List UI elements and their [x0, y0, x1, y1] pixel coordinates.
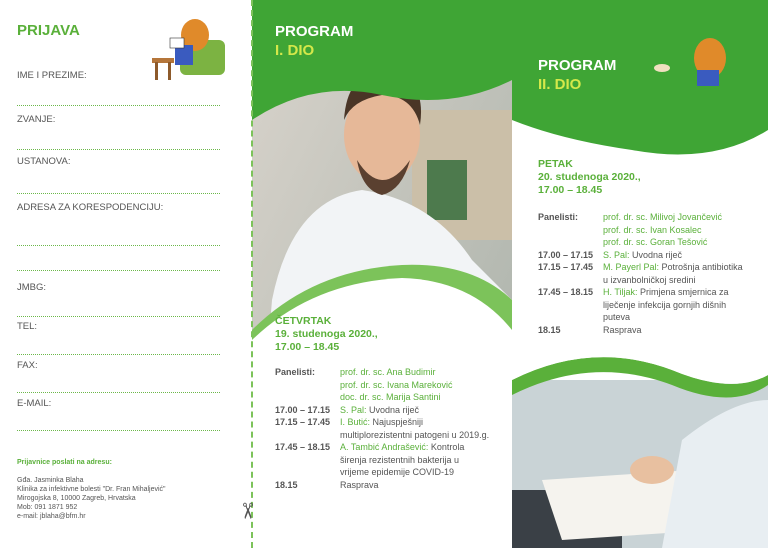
form-field-label: E-MAIL:: [17, 398, 52, 409]
panelist-row: [275, 379, 490, 392]
item-time: 17.15 – 17.45: [275, 417, 331, 427]
form-field-label: JMBG:: [17, 282, 47, 293]
panelists-label: [538, 236, 603, 249]
session-date: [538, 158, 641, 197]
form-field-label: FAX:: [17, 360, 38, 371]
panelists-label: Panelisti:: [275, 367, 316, 377]
panelist-row: [538, 236, 743, 249]
program-title: [275, 22, 353, 60]
panelist-row: [275, 366, 490, 379]
form-field-label: ZVANJE:: [17, 114, 56, 125]
item-speaker: S. Pal:: [603, 249, 630, 260]
panelists-label: [275, 391, 340, 404]
schedule-item: [538, 261, 743, 286]
date: 20. studenoga 2020.,: [538, 171, 641, 183]
program-subtitle: I. DIO: [275, 42, 315, 59]
panelist-name: prof. dr. sc. Ivan Kosalec: [603, 224, 702, 235]
item-time: 17.00 – 17.15: [275, 404, 331, 415]
form-field-label: ADRESA ZA KORESPODENCIJU:: [17, 202, 164, 213]
item-time: 18.15: [275, 479, 298, 490]
address-line: Gđa. Jasminka Blaha: [17, 477, 84, 484]
panelist-name: prof. dr. sc. Ivana Mareković: [340, 379, 453, 390]
registration-title: PRIJAVA: [17, 22, 80, 39]
item-speaker: M. Payerl Pal:: [603, 262, 660, 272]
panelists-label: [538, 224, 603, 237]
address-line: Mob: 091 1871 952: [17, 504, 78, 511]
item-topic: Primjena smjernica za liječenje infekcija gornjih dišnih puteva: [603, 287, 729, 322]
schedule: [275, 366, 490, 491]
program-title-text: PROGRAM: [275, 23, 354, 40]
panelist-row: [538, 224, 743, 237]
item-topic: Najuspješniji multiplorezistentni patogeni u 2019.g.: [340, 417, 490, 440]
item-topic: Kontrola širenja rezistentnih bakterija u vrijeme epidemije COVID-19: [340, 442, 465, 477]
item-time: 17.45 – 18.15: [538, 287, 594, 297]
address-block: [17, 458, 166, 521]
item-topic: Uvodna riječ: [632, 249, 683, 260]
address-line: e-mail: jblaha@bfm.hr: [17, 513, 86, 520]
form-field-label: TEL:: [17, 321, 38, 332]
item-time: 17.45 – 18.15: [275, 442, 331, 452]
date: 19. studenoga 2020.,: [275, 328, 378, 340]
form-field-line[interactable]: [17, 270, 220, 271]
panelist-name: prof. dr. sc. Milivoj Jovančević: [603, 212, 723, 222]
schedule-item: [275, 441, 490, 479]
address-line: Klinika za infektivne bolesti "Dr. Fran Mihaljević": [17, 486, 166, 493]
registration-panel: [0, 0, 252, 548]
program-title-text: PROGRAM: [538, 57, 617, 74]
item-time: 17.15 – 17.45: [538, 262, 594, 272]
item-time: 17.00 – 17.15: [538, 249, 594, 260]
form-field-line[interactable]: [17, 392, 220, 393]
panelists-label: Panelisti:: [538, 212, 579, 222]
form-field-line[interactable]: [17, 105, 220, 106]
panelist-row: [538, 211, 743, 224]
schedule-item: [275, 416, 490, 441]
schedule: [538, 211, 743, 336]
form-field-line[interactable]: [17, 316, 220, 317]
schedule-item: [275, 479, 490, 492]
panelist-name: prof. dr. sc. Ana Budimir: [340, 367, 436, 377]
panelist-name: doc. dr. sc. Marija Santini: [340, 392, 441, 402]
item-topic: Potrošnja antibiotika u izvanbolničkoj sredini: [603, 262, 743, 285]
item-speaker: H. Tiljak:: [603, 287, 638, 297]
day: PETAK: [538, 158, 573, 170]
address-heading: Prijavnice poslati na adresu:: [17, 459, 112, 466]
item-speaker: A. Tambić Andrašević:: [340, 442, 429, 452]
time: 17.00 – 18.45: [538, 184, 603, 196]
program-part-1-panel: [252, 0, 512, 548]
program-part-2-panel: [512, 0, 768, 548]
form-field-label: IME I PREZIME:: [17, 70, 87, 81]
schedule-item: [538, 286, 743, 324]
program-title: [538, 56, 616, 94]
form-field-label: USTANOVA:: [17, 156, 71, 167]
form-field-line[interactable]: [17, 245, 220, 246]
item-speaker: I. Butić:: [340, 417, 371, 427]
item-speaker: S. Pal:: [340, 404, 367, 415]
schedule-item: [538, 324, 743, 337]
form-field-line[interactable]: [17, 149, 220, 150]
item-time: 18.15: [538, 324, 561, 335]
item-topic: Rasprava: [340, 479, 379, 490]
program-subtitle: II. DIO: [538, 76, 582, 93]
panelist-row: [275, 391, 490, 404]
form-field-line[interactable]: [17, 430, 220, 431]
schedule-item: [538, 249, 743, 262]
panelist-name: prof. dr. sc. Goran Tešović: [603, 237, 708, 247]
form-field-line[interactable]: [17, 354, 220, 355]
schedule-item: [275, 404, 490, 417]
form-field-line[interactable]: [17, 193, 220, 194]
panelists-label: [275, 379, 340, 392]
cut-line: [251, 0, 253, 548]
item-topic: Rasprava: [603, 324, 642, 335]
time: 17.00 – 18.45: [275, 341, 340, 353]
item-topic: Uvodna riječ: [369, 404, 420, 415]
address-line: Mirogojska 8, 10000 Zagreb, Hrvatska: [17, 495, 136, 502]
day: ČETVRTAK: [275, 315, 332, 327]
session-date: [275, 315, 378, 354]
scissors-icon: ✂: [235, 501, 261, 521]
